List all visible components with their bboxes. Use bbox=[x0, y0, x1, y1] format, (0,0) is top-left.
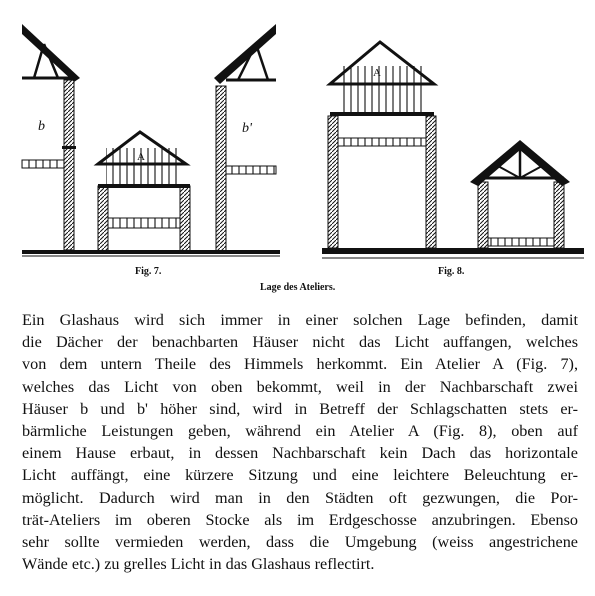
text-line: Licht auffängt, eine kürzere Sitzung und eine leichtere Beleuchtung er- bbox=[22, 466, 578, 485]
fig8-caption: Fig. 8. bbox=[438, 266, 465, 277]
fig7-caption: Fig. 7. bbox=[135, 266, 162, 277]
text-line: möglicht. Dadurch wird man in den Städten oft gezwungen, die Por- bbox=[22, 488, 578, 507]
figure-caption: Lage des Ateliers. bbox=[260, 282, 336, 293]
text-line: von dem untern Theile des Himmels herkommt. Ein Atelier A (Fig. 7), bbox=[22, 355, 578, 374]
atelier-A-fig7 bbox=[98, 132, 190, 252]
label-b-prime: b' bbox=[242, 121, 252, 136]
small-house-fig8 bbox=[470, 140, 570, 248]
fig7-drawing bbox=[22, 24, 280, 256]
label-b: b bbox=[38, 119, 45, 134]
text-line: die Dächer der benachbarten Häuser nicht das Licht auffangen, welches bbox=[22, 333, 578, 352]
text-line: Wände etc.) zu grelles Licht in das Glashaus reflectirt. bbox=[22, 555, 375, 574]
label-A-fig7: A bbox=[137, 151, 145, 163]
text-line: sehr sollte vermieden werden, dass die Umgebung (weiss angestrichene bbox=[22, 533, 578, 552]
house-b bbox=[22, 24, 80, 250]
house-b-prime bbox=[214, 24, 276, 252]
body-text bbox=[22, 309, 578, 575]
text-line: einem Hause erbaut, in dessen Nachbarschaft kein Dach das horizontale bbox=[22, 444, 578, 463]
text-line: welches das Licht von oben bekommt, weil in der Nachbarschaft zwei bbox=[22, 377, 578, 396]
text-line: Ein Glashaus wird sich immer in einer solchen Lage befinden, damit bbox=[22, 311, 578, 329]
text-line: bärmliche Leistungen geben, während ein Atelier A (Fig. 8), oben auf bbox=[22, 422, 578, 441]
fig8-drawing bbox=[322, 42, 584, 258]
atelier-A-fig8 bbox=[328, 42, 436, 248]
text-line: Häuser b und b' höher sind, wird in Betreff der Schlagschatten stets er- bbox=[22, 399, 578, 418]
label-A-fig8: A bbox=[373, 67, 381, 79]
text-line: trät-Ateliers im oberen Stocke als im Erdgeschosse anzubringen. Ebenso bbox=[22, 510, 578, 529]
